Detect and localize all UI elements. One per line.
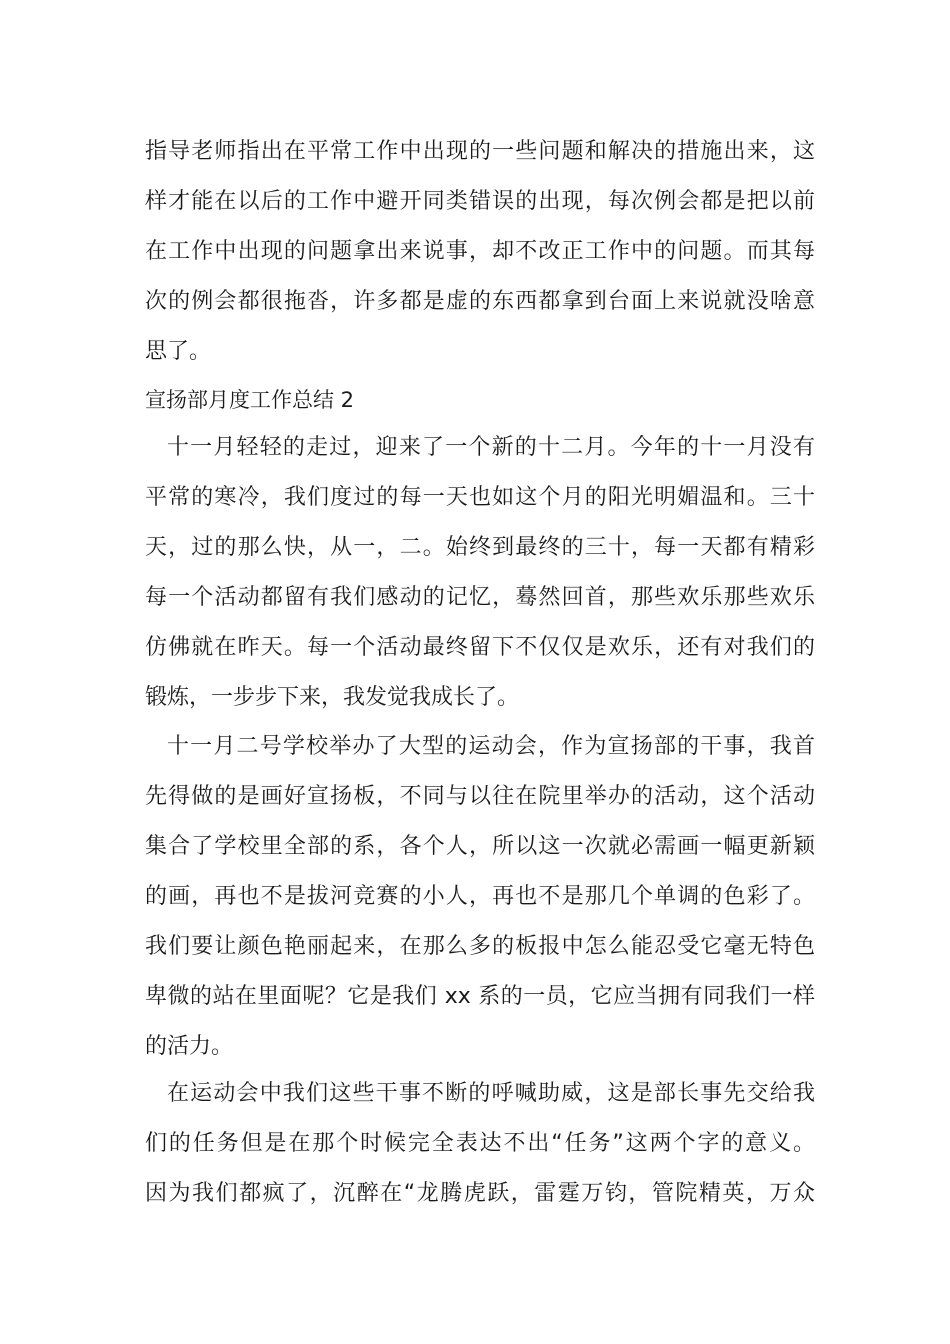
paragraph-line: 的活力。: [145, 1034, 234, 1059]
paragraph-line: 样才能在以后的工作中避开同类错误的出现，每次例会都是把以前: [145, 189, 815, 214]
paragraph-line: 在工作中出现的问题拿出来说事，却不改正工作中的问题。而其每: [145, 239, 815, 264]
paragraph-line: 因为我们都疯了，沉醉在“龙腾虎跃，雷霆万钧，管院精英，万众: [145, 1181, 815, 1206]
paragraph-line: 平常的寒冷，我们度过的每一天也如这个月的阳光明媚温和。三十: [145, 485, 815, 510]
paragraph-line: 天，过的那么快，从一，二。始终到最终的三十，每一天都有精彩: [145, 535, 815, 560]
paragraph-2: [145, 423, 815, 723]
paragraph-line: 锻炼，一步步下来，我发觉我成长了。: [145, 685, 520, 710]
paragraph-line: 先得做的是画好宣扬板，不同与以往在院里举办的活动，这个活动: [145, 784, 815, 809]
paragraph-line: 指导老师指出在平常工作中出现的一些问题和解决的措施出来，这: [145, 139, 815, 164]
paragraph-line: 们的任务但是在那个时候完全表达不出“任务”这两个字的意义。: [145, 1131, 815, 1156]
paragraph-4: [145, 1069, 815, 1219]
section-heading: 宣扬部月度工作总结 2: [145, 388, 355, 412]
paragraph-line: 在运动会中我们这些干事不断的呼喊助威，这是部长事先交给我: [167, 1081, 815, 1106]
paragraph-line: 的画，再也不是拔河竞赛的小人，再也不是那几个单调的色彩了。: [145, 884, 815, 909]
paragraph-line: 次的例会都很拖沓，许多都是虚的东西都拿到台面上来说就没啥意: [145, 289, 815, 314]
paragraph-line: 十一月二号学校举办了大型的运动会，作为宣扬部的干事，我首: [167, 734, 815, 759]
paragraph-line: 卑微的站在里面呢？它是我们 xx 系的一员，它应当拥有同我们一样: [145, 984, 815, 1009]
paragraph-line: 每一个活动都留有我们感动的记忆，蓦然回首，那些欢乐那些欢乐: [145, 585, 815, 610]
paragraph-line: 集合了学校里全部的系，各个人，所以这一次就必需画一幅更新颖: [145, 834, 815, 859]
paragraph-1: [145, 127, 815, 377]
paragraph-line: 思了。: [145, 339, 212, 364]
paragraph-line: 我们要让颜色艳丽起来，在那么多的板报中怎么能忍受它毫无特色: [145, 934, 815, 959]
paragraph-line: 仿佛就在昨天。每一个活动最终留下不仅仅是欢乐，还有对我们的: [145, 635, 815, 660]
paragraph-line: 十一月轻轻的走过，迎来了一个新的十二月。今年的十一月没有: [167, 435, 815, 460]
paragraph-3: [145, 722, 815, 1072]
